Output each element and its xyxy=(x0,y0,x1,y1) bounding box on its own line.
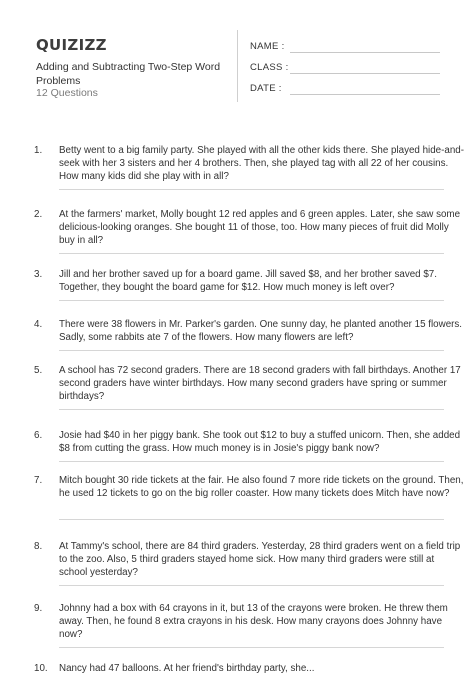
name-field[interactable] xyxy=(290,52,440,53)
question-text: Josie had $40 in her piggy bank. She took out $12 to buy a stuffed unicorn. Then, she added $8 from cutting the grass. How much money is in Josie's piggy bank now? xyxy=(59,430,461,454)
answer-line[interactable] xyxy=(59,189,444,190)
class-field[interactable] xyxy=(290,73,440,74)
question-number: 8. xyxy=(34,541,43,552)
answer-line[interactable] xyxy=(59,253,444,254)
answer-line[interactable] xyxy=(59,350,444,351)
question-number: 5. xyxy=(34,365,43,376)
question-number: 4. xyxy=(34,319,43,330)
question-number: 3. xyxy=(34,269,43,280)
date-field[interactable] xyxy=(290,94,440,95)
worksheet-title: Adding and Subtracting Two-Step Word Problems xyxy=(36,61,221,87)
question-text: Johnny had a box with 64 crayons in it, but 13 of the crayons were broken. He threw them away. Then, he found 8 extra crayons in his desk. How many crayons does Johnny have now? xyxy=(59,603,448,640)
answer-line[interactable] xyxy=(59,300,444,301)
answer-line[interactable] xyxy=(59,519,444,520)
question-text: Nancy had 47 balloons. At her friend's birthday party, she... xyxy=(59,663,315,674)
question-number: 2. xyxy=(34,209,43,220)
answer-line[interactable] xyxy=(59,647,444,648)
worksheet-header xyxy=(0,0,474,120)
question-text: A school has 72 second graders. There are 18 second graders with fall birthdays. Another 17 second graders have winter birthdays. How many second graders have spring or summer birthdays? xyxy=(59,365,461,402)
question-text: At Tammy's school, there are 84 third graders. Yesterday, 28 third graders went on a field trip to the zoo. Also, 5 third graders stayed home sick. How many third graders were still at school yesterday? xyxy=(59,541,461,578)
question-text: At the farmers' market, Molly bought 12 red apples and 6 green apples. Later, she saw some delicious-looking oranges. She bought 11 of those, too. How many pieces of fruit did Molly buy in all? xyxy=(59,209,461,246)
question-number: 6. xyxy=(34,430,43,441)
name-label: NAME : xyxy=(250,41,285,52)
question-count: 12 Questions xyxy=(36,87,98,99)
answer-line[interactable] xyxy=(59,409,444,410)
question-text: Betty went to a big family party. She played with all the other kids there. She played hide-and-seek with her 3 sisters and her 4 brothers. Then, she played tag with all 22 of her cousins. How many kids did she play with in all? xyxy=(59,145,464,182)
question-number: 9. xyxy=(34,603,43,614)
answer-line[interactable] xyxy=(59,461,444,462)
answer-line[interactable] xyxy=(59,585,444,586)
question-text: Mitch bought 30 ride tickets at the fair. He also found 7 more ride tickets on the ground. Then, he used 12 tickets to go on the big roller coaster. How many tickets does Mitch have now? xyxy=(59,475,464,499)
class-label: CLASS : xyxy=(250,62,289,73)
question-text: Jill and her brother saved up for a board game. Jill saved $8, and her brother saved $7. Together, they bought the board game for $12. How much money is left over? xyxy=(59,269,437,293)
date-label: DATE : xyxy=(250,83,282,94)
quizizz-logo: QUIZIZZ xyxy=(36,36,107,54)
header-divider xyxy=(237,30,238,102)
question-text: There were 38 flowers in Mr. Parker's garden. One sunny day, he planted another 15 flowers. Sadly, some rabbits ate 7 of the flowers. How many flowers are left? xyxy=(59,319,463,343)
question-number: 10. xyxy=(34,663,48,674)
question-number: 7. xyxy=(34,475,43,486)
question-number: 1. xyxy=(34,145,43,156)
